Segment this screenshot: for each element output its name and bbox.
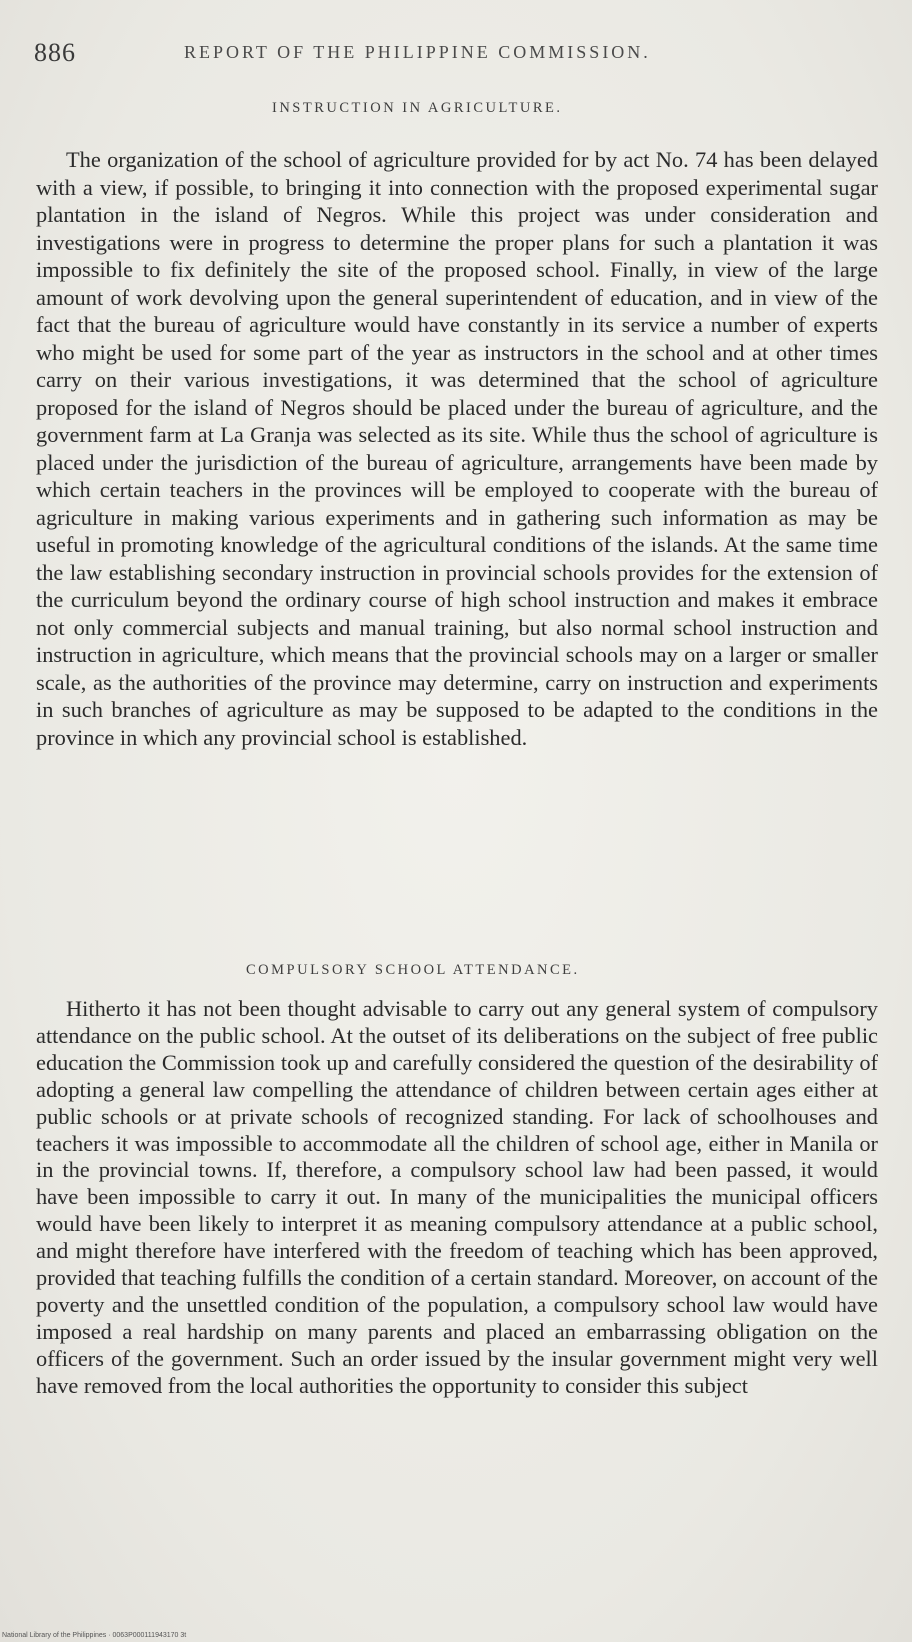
section-heading-agriculture: INSTRUCTION IN AGRICULTURE.	[272, 100, 563, 116]
page-header	[34, 38, 874, 68]
running-head: REPORT OF THE PHILIPPINE COMMISSION.	[184, 42, 651, 62]
paragraph-agriculture: The organization of the school of agriculture provided for by act No. 74 has been delayed with a view, if possible, to bringing it into connection with the proposed experimental sugar plantation in the island of Negros. While this project was under consideration and investigations were in progress to determine the proper plans for such a plantation it was impossible to fix definitely the site of the proposed school. Finally, in view of the large amount of work devolving upon the general superintendent of education, and in view of the fact that the bureau of agriculture would have constantly in its service a number of experts who might be used for some part of the year as instructors in the school and at other times carry on their various investigations, it was determined that the school of agriculture proposed for the island of Negros should be placed under the bureau of agriculture, and the government farm at La Granja was selected as its site. While thus the school of agriculture is placed under the jurisdiction of the bureau of agriculture, arrangements have been made by which certain teachers in the provinces will be employed to cooperate with the bureau of agriculture in making various experiments and in gathering such information as may be useful in promoting knowledge of the agricultural conditions of the islands. At the same time the law establishing secondary instruction in provincial schools provides for the extension of the curriculum beyond the ordinary course of high school instruction and makes it embrace not only commercial subjects and manual training, but also normal school instruction and instruction in agriculture, which means that the provincial schools may on a larger or smaller scale, as the authorities of the province may determine, carry on instruction and experiments in such branches of agriculture as may be supposed to be adapted to the conditions in the province in which any provincial school is established.	[36, 147, 878, 750]
paragraph-compulsory-attendance: Hitherto it has not been thought advisable to carry out any general system of compulsory attendance on the public school. At the outset of its deliberations on the subject of free public education the Commission took up and carefully considered the question of the desirability of adopting a general law compelling the attendance of children between certain ages either at public schools or at private schools of recognized standing. For lack of schoolhouses and teachers it was impossible to accommodate all the children of school age, either in Manila or in the provincial towns. If, therefore, a compulsory school law had been passed, it would have been impossible to carry it out. In many of the municipalities the municipal officers would have been likely to interpret it as meaning compulsory attendance at a public school, and might therefore have interfered with the freedom of teaching which has been approved, provided that teaching fulfills the condition of a certain standard. Moreover, on account of the poverty and the unsettled condition of the population, a compulsory school law would have imposed a real hardship on many parents and placed an embarrassing obligation on the officers of the government. Such an order issued by the insular government might very well have removed from the local authorities the opportunity to consider this subject	[36, 996, 878, 1398]
page-number: 886	[34, 38, 76, 67]
section-heading-compulsory-attendance: COMPULSORY SCHOOL ATTENDANCE.	[246, 962, 580, 978]
scan-credit-footer: National Library of the Philippines · 0063P000111943170 3t	[2, 1632, 187, 1639]
